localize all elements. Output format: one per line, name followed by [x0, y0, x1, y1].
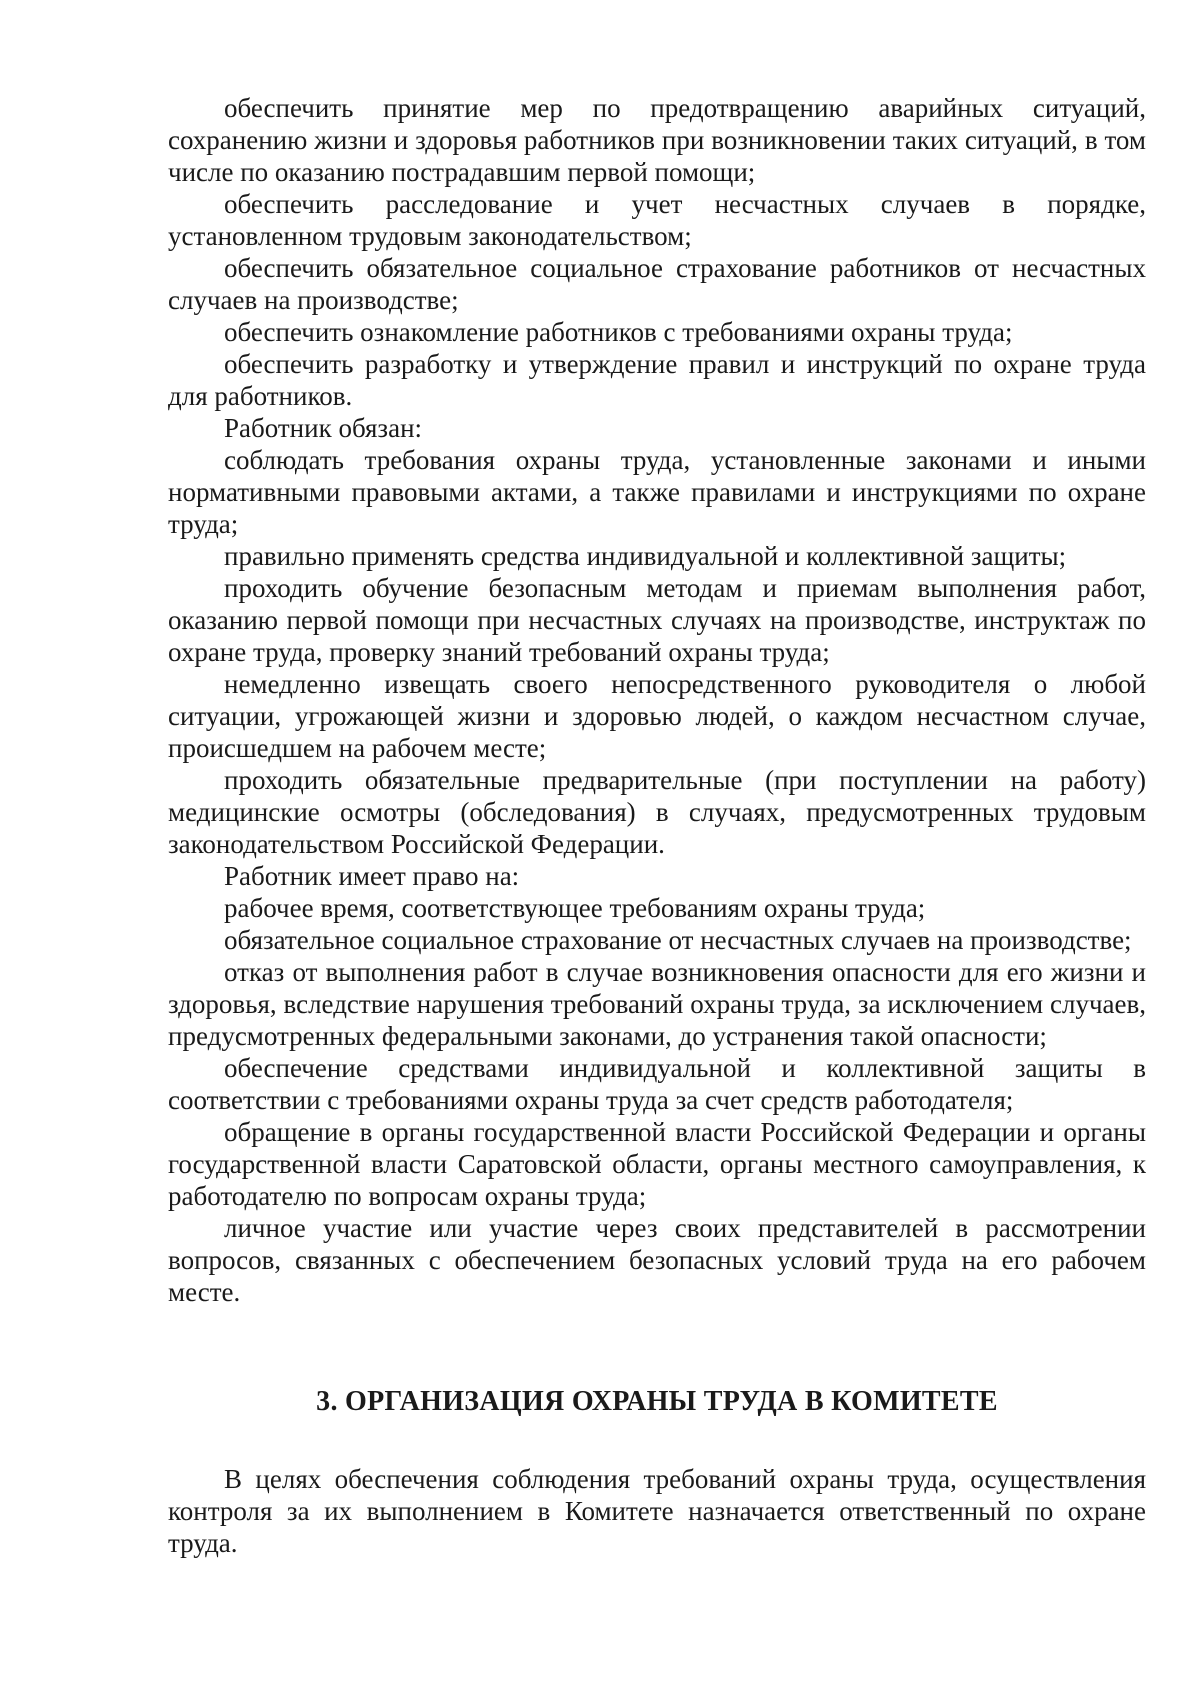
- paragraph: личное участие или участие через своих представителей в рассмотрении вопросов, связанных с обеспечением безопасных условий труда на его рабочем месте.: [168, 1213, 1146, 1307]
- paragraph: соблюдать требования охраны труда, установленные законами и иными нормативными правовыми актами, а также правилами и инструкциями по охране труда;: [168, 445, 1146, 539]
- paragraph: обеспечить ознакомление работников с требованиями охраны труда;: [224, 317, 1013, 347]
- paragraph: обеспечить расследование и учет несчастных случаев в порядке, установленном трудовым законодательством;: [168, 189, 1146, 251]
- section-heading: 3. ОРГАНИЗАЦИЯ ОХРАНЫ ТРУДА В КОМИТЕТЕ: [316, 1386, 998, 1417]
- paragraph: обязательное социальное страхование от несчастных случаев на производстве;: [224, 925, 1132, 955]
- document-body-bottom: [168, 1463, 1146, 1559]
- paragraph: обеспечить принятие мер по предотвращению аварийных ситуаций, сохранению жизни и здоровья работников при возникновении таких ситуаций, в том числе по оказанию пострадавшим первой помощи;: [168, 93, 1146, 187]
- paragraph: рабочее время, соответствующее требованиям охраны труда;: [224, 893, 926, 923]
- paragraph: Работник обязан:: [224, 413, 423, 443]
- paragraph: обеспечение средствами индивидуальной и коллективной защиты в соответствии с требованиями охраны труда за счет средств работодателя;: [168, 1053, 1146, 1115]
- paragraph: немедленно извещать своего непосредственного руководителя о любой ситуации, угрожающей жизни и здоровью людей, о каждом несчастном случае, происшедшем на рабочем месте;: [168, 669, 1146, 763]
- paragraph: Работник имеет право на:: [224, 861, 520, 891]
- paragraph: обращение в органы государственной власти Российской Федерации и органы государственной власти Саратовской области, органы местного самоуправления, к работодателю по вопросам охраны труда;: [168, 1117, 1146, 1211]
- paragraph: проходить обучение безопасным методам и приемам выполнения работ, оказанию первой помощи при несчастных случаях на производстве, инструктаж по охране труда, проверку знаний требований охраны труда;: [168, 573, 1146, 667]
- document-body-top: [168, 92, 1146, 1308]
- paragraph: обеспечить обязательное социальное страхование работников от несчастных случаев на производстве;: [168, 253, 1146, 315]
- paragraph: отказ от выполнения работ в случае возникновения опасности для его жизни и здоровья, вследствие нарушения требований охраны труда, за исключением случаев, предусмотренных федеральными законами, до устранения такой опасности;: [168, 957, 1146, 1051]
- paragraph: проходить обязательные предварительные (при поступлении на работу) медицинские осмотры (обследования) в случаях, предусмотренных трудовым законодательством Российской Федерации.: [168, 765, 1146, 859]
- paragraph: В целях обеспечения соблюдения требований охраны труда, осуществления контроля за их выполнением в Комитете назначается ответственный по охране труда.: [168, 1464, 1146, 1558]
- paragraph: обеспечить разработку и утверждение правил и инструкций по охране труда для работников.: [168, 349, 1146, 411]
- paragraph: правильно применять средства индивидуальной и коллективной защиты;: [224, 541, 1067, 571]
